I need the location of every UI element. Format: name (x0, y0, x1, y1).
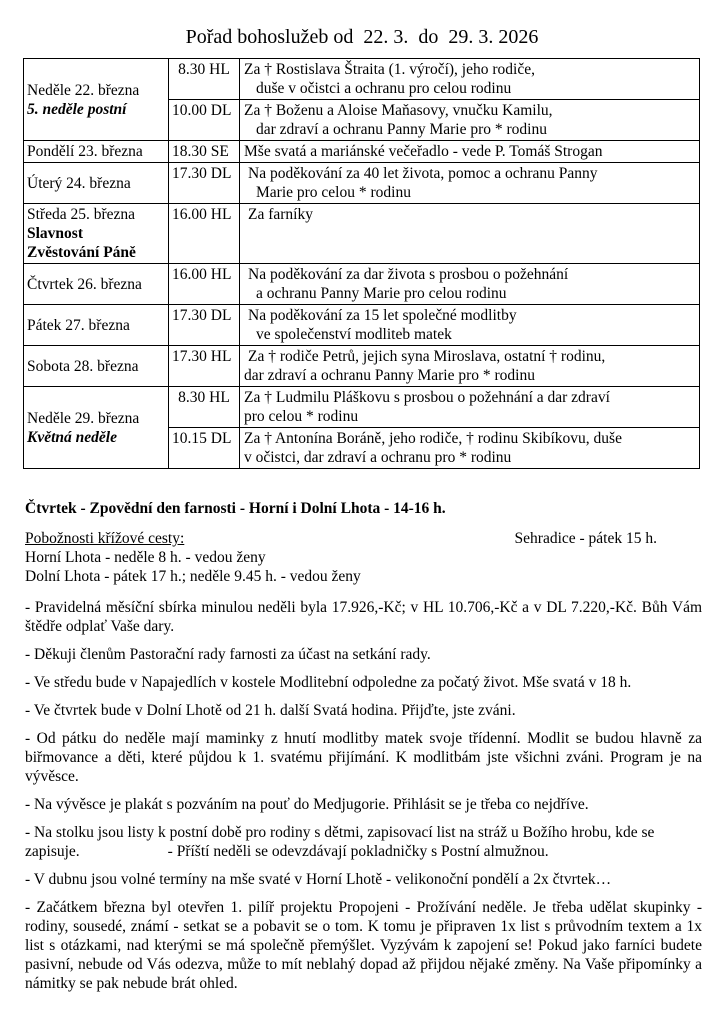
day-label: Neděle 22. března (27, 81, 140, 99)
intention-line: Za † Antonína Boráně, jeho rodiče, † rodinu Skibíkovu, duše (244, 430, 622, 447)
mass-intention (240, 59, 700, 100)
announcement: - Pravidelná měsíční sbírka minulou neděli byla 17.926,-Kč; v HL 10.706,-Kč a v DL 7.220,-Kč. Bůh Vám štědře odplať Vaše dary. (25, 599, 702, 635)
day-label: Středa 25. března (27, 206, 136, 223)
intention-line: Mše svatá a mariánské večeřadlo - vede P. Tomáš Strogan (244, 143, 603, 160)
devotion-line: Horní Lhota - neděle 8 h. - vedou ženy (25, 549, 266, 566)
intention-line: dar zdraví a ochranu Panny Marie pro * rodinu (256, 121, 547, 138)
announcement-part: - Na stolku jsou listy k postní době pro rodiny s dětmi, zapisovací list na stráž u Božího hrobu, kde se zapisuje. (25, 824, 655, 860)
table-row (24, 141, 700, 163)
mass-intention (240, 264, 700, 305)
announcement: - Ve čtvrtek bude v Dolní Lhotě od 21 h. další Svatá hodina. Přijďte, jste zváni. (25, 702, 516, 719)
day-label: Úterý 24. března (27, 174, 131, 192)
announcement (25, 823, 702, 861)
intention-line: pro celou * rodinu (244, 408, 359, 425)
intention-line: Za † Boženu a Aloise Maňasovy, vnučku Kamilu, (244, 102, 553, 119)
table-row (24, 264, 700, 305)
intention-line: dar zdraví a ochranu Panny Marie pro * rodinu (244, 367, 535, 384)
intention-line: Za farníky (248, 206, 313, 223)
mass-time: 17.30 DL (169, 305, 240, 346)
intention-line: Za † Ludmilu Pláškovu s prosbou o požehnání a dar zdraví (244, 389, 610, 406)
day-feast: 5. neděle postní (27, 100, 127, 118)
day-cell (24, 387, 169, 469)
mass-intention (240, 387, 700, 428)
table-row (24, 204, 700, 264)
mass-intention (240, 141, 700, 163)
mass-intention (240, 305, 700, 346)
mass-time: 10.15 DL (169, 428, 240, 469)
table-row (24, 387, 700, 428)
announcement-part: - Příští neděli se odevzdávají pokladničky s Postní almužnou. (167, 843, 549, 860)
table-row (24, 346, 700, 387)
table-row (24, 305, 700, 346)
devotion-line: Dolní Lhota - pátek 17 h.; neděle 9.45 h. - vedou ženy (25, 568, 361, 585)
announcement: - Začátkem března byl otevřen 1. pilíř projektu Propojeni - Prožívání neděle. Je třeba udělat skupinky - rodiny, sousedé, známí - setkat se a pobavit se o tom. K tomu je připraven 1x list s průvodním textem a 1x list s otázkami, nad kterými se má společně přemýšlet. Vyzývám k zapojení se! Pokud jako farníci budete pasivní, nebude od Vás odezva, může to mít neblahý dopad až přijdou nějaké změny. Na Vaše připomínky a námitky se pak nebude brát ohled. (25, 899, 702, 992)
mass-intention (240, 204, 700, 264)
day-cell (24, 163, 169, 204)
devotions-section (25, 529, 695, 586)
mass-time: 16.00 HL (169, 264, 240, 305)
mass-time: 17.30 HL (169, 346, 240, 387)
devotions-right: Sehradice - pátek 15 h. (514, 530, 657, 547)
intention-line: a ochranu Panny Marie pro celou rodinu (256, 285, 507, 302)
mass-time: 8.30 HL (169, 387, 240, 428)
day-cell (24, 346, 169, 387)
devotions-header (25, 529, 695, 548)
day-cell (24, 204, 169, 264)
mass-time: 17.30 DL (169, 163, 240, 204)
day-feast: Květná neděle (27, 428, 117, 446)
intention-line: Na poděkování za 15 let společné modlitby (248, 307, 517, 324)
day-cell (24, 264, 169, 305)
day-cell (24, 59, 169, 141)
announcement: - Od pátku do neděle mají maminky z hnutí modlitby matek svoje třídenní. Modlit se budou hlavně za biřmovance a děti, které půjdou k 1. svatému přijímání. K modlitbám jste všichni zváni. Program je na vývěsce. (25, 730, 702, 785)
day-label: Neděle 29. března (27, 409, 140, 427)
mass-intention (240, 163, 700, 204)
table-row (24, 59, 700, 100)
page-title: Pořad bohoslužeb od 22. 3. do 29. 3. 2026 (185, 26, 539, 48)
intention-line: Na poděkování za dar života s prosbou o požehnání (248, 266, 569, 283)
mass-intention (240, 428, 700, 469)
mass-time: 16.00 HL (169, 204, 240, 264)
mass-time: 18.30 SE (169, 141, 240, 163)
announcement: - Děkuji členům Pastorační rady farnosti za účast na setkání rady. (25, 646, 431, 663)
mass-schedule-table (23, 58, 700, 469)
intention-line: Za † Rostislava Štraita (1. výročí), jeho rodiče, (244, 61, 535, 78)
day-label: Pondělí 23. března (27, 143, 143, 160)
devotions-label: Pobožnosti křížové cesty: (25, 530, 185, 547)
mass-time: 10.00 DL (169, 100, 240, 141)
day-cell (24, 305, 169, 346)
day-label: Pátek 27. března (27, 316, 130, 334)
mass-time: 8.30 HL (169, 59, 240, 100)
intention-line: v očistci, dar zdraví a ochranu pro * rodinu (244, 449, 512, 466)
day-label: Sobota 28. března (27, 357, 139, 375)
mass-intention (240, 346, 700, 387)
day-feast: Zvěstování Páně (27, 244, 136, 261)
confession-heading: Čtvrtek - Zpovědní den farnosti - Horní i Dolní Lhota - 14-16 h. (25, 500, 446, 517)
day-cell (24, 141, 169, 163)
announcement: - V dubnu jsou volné termíny na mše svaté v Horní Lhotě - velikonoční pondělí a 2x čtvrtek… (25, 871, 612, 888)
intention-line: Za † rodiče Petrů, jejich syna Miroslava, ostatní † rodinu, (248, 348, 606, 365)
day-label: Čtvrtek 26. března (27, 275, 142, 293)
mass-intention (240, 100, 700, 141)
intention-line: Na poděkování za 40 let života, pomoc a ochranu Panny (248, 165, 598, 182)
table-row (24, 163, 700, 204)
intention-line: ve společenství modliteb matek (256, 326, 452, 343)
announcement: - Ve středu bude v Napajedlích v kostele Modlitební odpoledne za počatý život. Mše svatá v 18 h. (25, 674, 632, 691)
announcement: - Na vývěsce je plakát s pozváním na pouť do Medjugorie. Přihlásit se je třeba co nejdříve. (25, 796, 589, 813)
intention-line: duše v očistci a ochranu pro celou rodinu (256, 80, 512, 97)
day-feast: Slavnost (27, 225, 83, 242)
intention-line: Marie pro celou * rodinu (256, 184, 411, 201)
announcements (25, 598, 702, 1002)
